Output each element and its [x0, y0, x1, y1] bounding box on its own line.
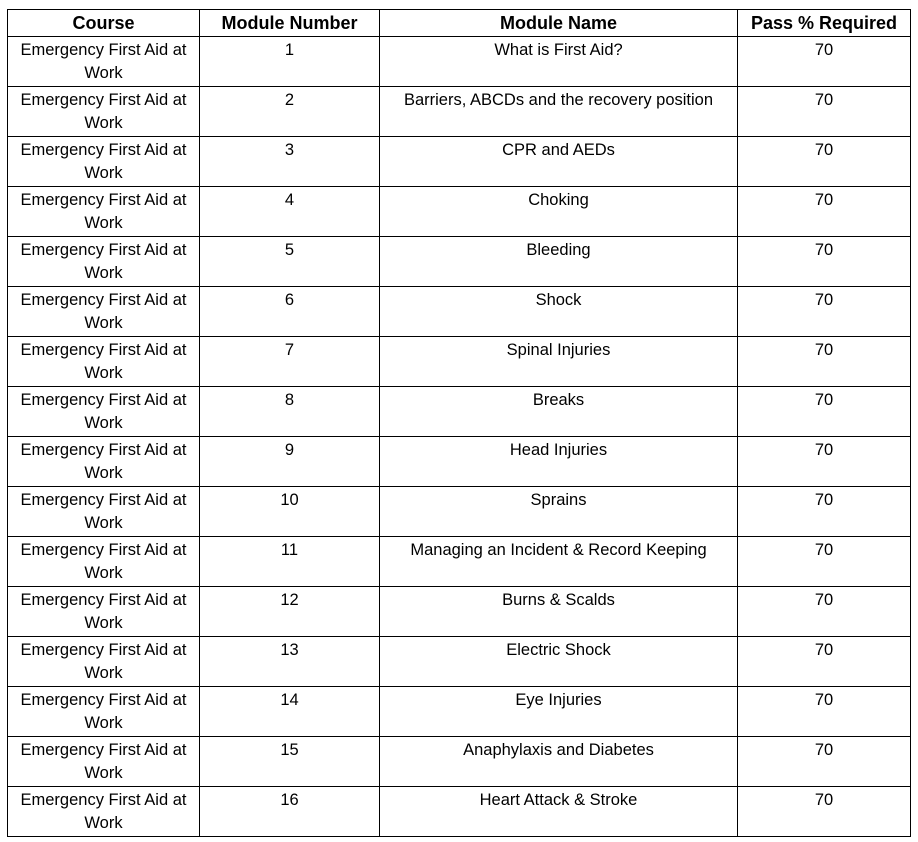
cell-course: Emergency First Aid at Work: [8, 437, 200, 487]
cell-module-number: 6: [200, 287, 380, 337]
cell-pass-required: 70: [738, 687, 911, 737]
header-row: [8, 10, 911, 37]
cell-module-number: 3: [200, 137, 380, 187]
cell-module-number: 1: [200, 37, 380, 87]
cell-module-name: What is First Aid?: [380, 37, 738, 87]
cell-pass-required: 70: [738, 737, 911, 787]
cell-module-name: Managing an Incident & Record Keeping: [380, 537, 738, 587]
cell-pass-required: 70: [738, 587, 911, 637]
cell-course: Emergency First Aid at Work: [8, 787, 200, 837]
cell-module-name: Sprains: [380, 487, 738, 537]
table-row: [8, 337, 911, 387]
cell-pass-required: 70: [738, 387, 911, 437]
cell-course: Emergency First Aid at Work: [8, 637, 200, 687]
cell-module-name: Anaphylaxis and Diabetes: [380, 737, 738, 787]
module-table: [7, 9, 911, 837]
cell-module-name: Shock: [380, 287, 738, 337]
cell-module-name: Spinal Injuries: [380, 337, 738, 387]
cell-pass-required: 70: [738, 137, 911, 187]
cell-pass-required: 70: [738, 237, 911, 287]
cell-module-name: Eye Injuries: [380, 687, 738, 737]
cell-module-name: Burns & Scalds: [380, 587, 738, 637]
table-row: [8, 637, 911, 687]
cell-module-number: 12: [200, 587, 380, 637]
table-row: [8, 387, 911, 437]
cell-course: Emergency First Aid at Work: [8, 337, 200, 387]
cell-course: Emergency First Aid at Work: [8, 137, 200, 187]
column-header-module-name: Module Name: [380, 10, 738, 37]
cell-course: Emergency First Aid at Work: [8, 687, 200, 737]
cell-pass-required: 70: [738, 787, 911, 837]
cell-module-name: Electric Shock: [380, 637, 738, 687]
cell-module-number: 10: [200, 487, 380, 537]
cell-course: Emergency First Aid at Work: [8, 537, 200, 587]
column-header-module-number: Module Number: [200, 10, 380, 37]
table-row: [8, 487, 911, 537]
cell-course: Emergency First Aid at Work: [8, 387, 200, 437]
table-header: [8, 10, 911, 37]
table-row: [8, 137, 911, 187]
cell-module-number: 13: [200, 637, 380, 687]
cell-course: Emergency First Aid at Work: [8, 737, 200, 787]
table-row: [8, 37, 911, 87]
cell-course: Emergency First Aid at Work: [8, 37, 200, 87]
cell-course: Emergency First Aid at Work: [8, 287, 200, 337]
cell-course: Emergency First Aid at Work: [8, 87, 200, 137]
module-table-container: [7, 9, 911, 837]
cell-pass-required: 70: [738, 37, 911, 87]
cell-module-number: 11: [200, 537, 380, 587]
table-row: [8, 187, 911, 237]
cell-course: Emergency First Aid at Work: [8, 587, 200, 637]
cell-module-number: 5: [200, 237, 380, 287]
cell-module-number: 14: [200, 687, 380, 737]
cell-module-name: Head Injuries: [380, 437, 738, 487]
cell-module-name: Barriers, ABCDs and the recovery position: [380, 87, 738, 137]
column-header-course: Course: [8, 10, 200, 37]
cell-pass-required: 70: [738, 187, 911, 237]
cell-module-number: 2: [200, 87, 380, 137]
table-row: [8, 787, 911, 837]
table-row: [8, 587, 911, 637]
cell-module-number: 8: [200, 387, 380, 437]
table-row: [8, 87, 911, 137]
table-row: [8, 537, 911, 587]
table-body: [8, 37, 911, 837]
cell-module-number: 16: [200, 787, 380, 837]
cell-pass-required: 70: [738, 437, 911, 487]
cell-module-name: Choking: [380, 187, 738, 237]
cell-module-name: CPR and AEDs: [380, 137, 738, 187]
cell-course: Emergency First Aid at Work: [8, 187, 200, 237]
cell-module-name: Heart Attack & Stroke: [380, 787, 738, 837]
cell-pass-required: 70: [738, 537, 911, 587]
cell-module-number: 9: [200, 437, 380, 487]
cell-pass-required: 70: [738, 487, 911, 537]
cell-module-number: 15: [200, 737, 380, 787]
column-header-pass-required: Pass % Required: [738, 10, 911, 37]
cell-course: Emergency First Aid at Work: [8, 237, 200, 287]
cell-module-name: Breaks: [380, 387, 738, 437]
table-row: [8, 287, 911, 337]
cell-pass-required: 70: [738, 637, 911, 687]
cell-module-number: 7: [200, 337, 380, 387]
cell-module-name: Bleeding: [380, 237, 738, 287]
cell-course: Emergency First Aid at Work: [8, 487, 200, 537]
cell-pass-required: 70: [738, 87, 911, 137]
cell-pass-required: 70: [738, 337, 911, 387]
cell-pass-required: 70: [738, 287, 911, 337]
table-row: [8, 687, 911, 737]
table-row: [8, 437, 911, 487]
cell-module-number: 4: [200, 187, 380, 237]
table-row: [8, 737, 911, 787]
table-row: [8, 237, 911, 287]
